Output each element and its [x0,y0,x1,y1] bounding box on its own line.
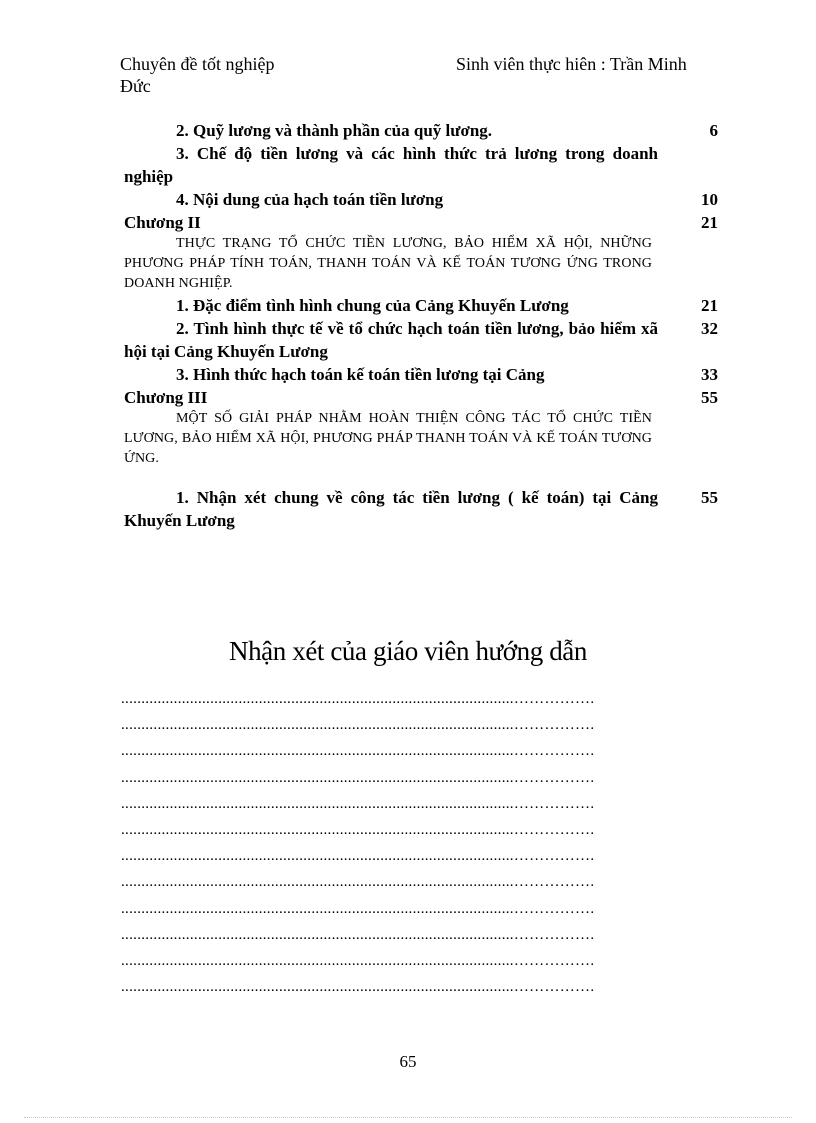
dotted-line: .................................................................................................……………. [121,691,595,707]
toc-entry [124,317,722,363]
toc-entry-title: 1. Nhận xét chung về công tác tiền lương ( kế toán) tại Cảng Khuyến Lương [124,488,658,530]
toc-entry-page: 10 [701,190,718,209]
toc-entry-title: 2. Quỹ lương và thành phần của quỹ lương. [176,121,493,140]
table-of-contents [124,119,722,532]
toc-entry-page: 55 [701,388,718,407]
toc-entry-page: 55 [701,488,718,507]
toc-entry [124,119,722,142]
toc-chapter-description: MỘT SỐ GIẢI PHÁP NHẰM HOÀN THIỆN CÔNG TÁC TỔ CHỨC TIỀN LƯƠNG, BẢO HIỂM XÃ HỘI, PHƯƠNG PHÁP THANH TOÁN VÀ KẾ TOÁN TƯƠNG ỨNG. [124,411,652,466]
toc-chapter-description: THỰC TRẠNG TỔ CHỨC TIỀN LƯƠNG, BẢO HIỂM XÃ HỘI, NHỮNG PHƯƠNG PHÁP TÍNH TOÁN, THANH TOÁN VÀ KẾ TOÁN TƯƠNG ỨNG TRONG DOANH NGHIỆP. [124,236,652,291]
dotted-line: .................................................................................................……………. [121,979,595,996]
toc-entry-page: 21 [701,213,718,232]
page-number: 65 [399,1052,417,1071]
teacher-comment-title: Nhận xét của giáo viên hướng dẫn [228,636,587,666]
toc-entry-title: 3. Chế độ tiền lương và các hình thức trả lương trong doanh nghiệp [124,144,658,186]
dotted-line: .................................................................................................……………. [121,795,595,812]
dotted-line: .................................................................................................……………. [121,874,595,891]
toc-chapter-title: Chương II [124,213,201,232]
toc-entry [124,363,722,386]
dotted-line: .................................................................................................……………. [121,769,595,786]
dotted-line: .................................................................................................……………. [121,821,595,838]
dotted-line: .................................................................................................……………. [121,743,595,760]
dotted-line: .................................................................................................……………. [121,848,595,865]
toc-entry-title: 1. Đặc điểm tình hình chung của Cảng Khuyến Lương [176,296,569,315]
dotted-line: .................................................................................................……………. [121,900,595,917]
toc-entry [124,142,722,188]
toc-chapter-heading [124,386,722,409]
toc-entry-title: 2. Tình hình thực tế về tổ chức hạch toán tiền lương, bảo hiểm xã hội tại Cảng Khuyến Lương [124,319,658,361]
page-bottom-rule [24,1117,792,1118]
toc-entry-page: 32 [701,319,718,338]
spacer [124,469,722,486]
header-student-name-continued: Đức [120,76,151,96]
header-document-type: Chuyên đề tốt nghiệp [120,54,275,74]
toc-entry-page: 21 [701,296,718,315]
toc-chapter-heading [124,211,722,234]
toc-entry-page: 33 [701,365,718,384]
toc-entry-page: 6 [709,121,718,140]
toc-entry [124,188,722,211]
dotted-line: .................................................................................................……………. [121,926,595,943]
toc-entry [124,294,722,317]
dotted-line: .................................................................................................……………. [121,717,595,734]
toc-chapter-title: Chương III [124,388,208,407]
teacher-comment-lines [121,686,669,1000]
toc-entry [124,486,722,532]
dotted-line: .................................................................................................……………. [121,952,595,969]
toc-entry-title: 3. Hình thức hạch toán kế toán tiền lương tại Cảng [176,365,545,384]
header-student-name: Sinh viên thực hiên : Trần Minh [456,54,687,74]
toc-entry-title: 4. Nội dung của hạch toán tiền lương [176,190,444,209]
